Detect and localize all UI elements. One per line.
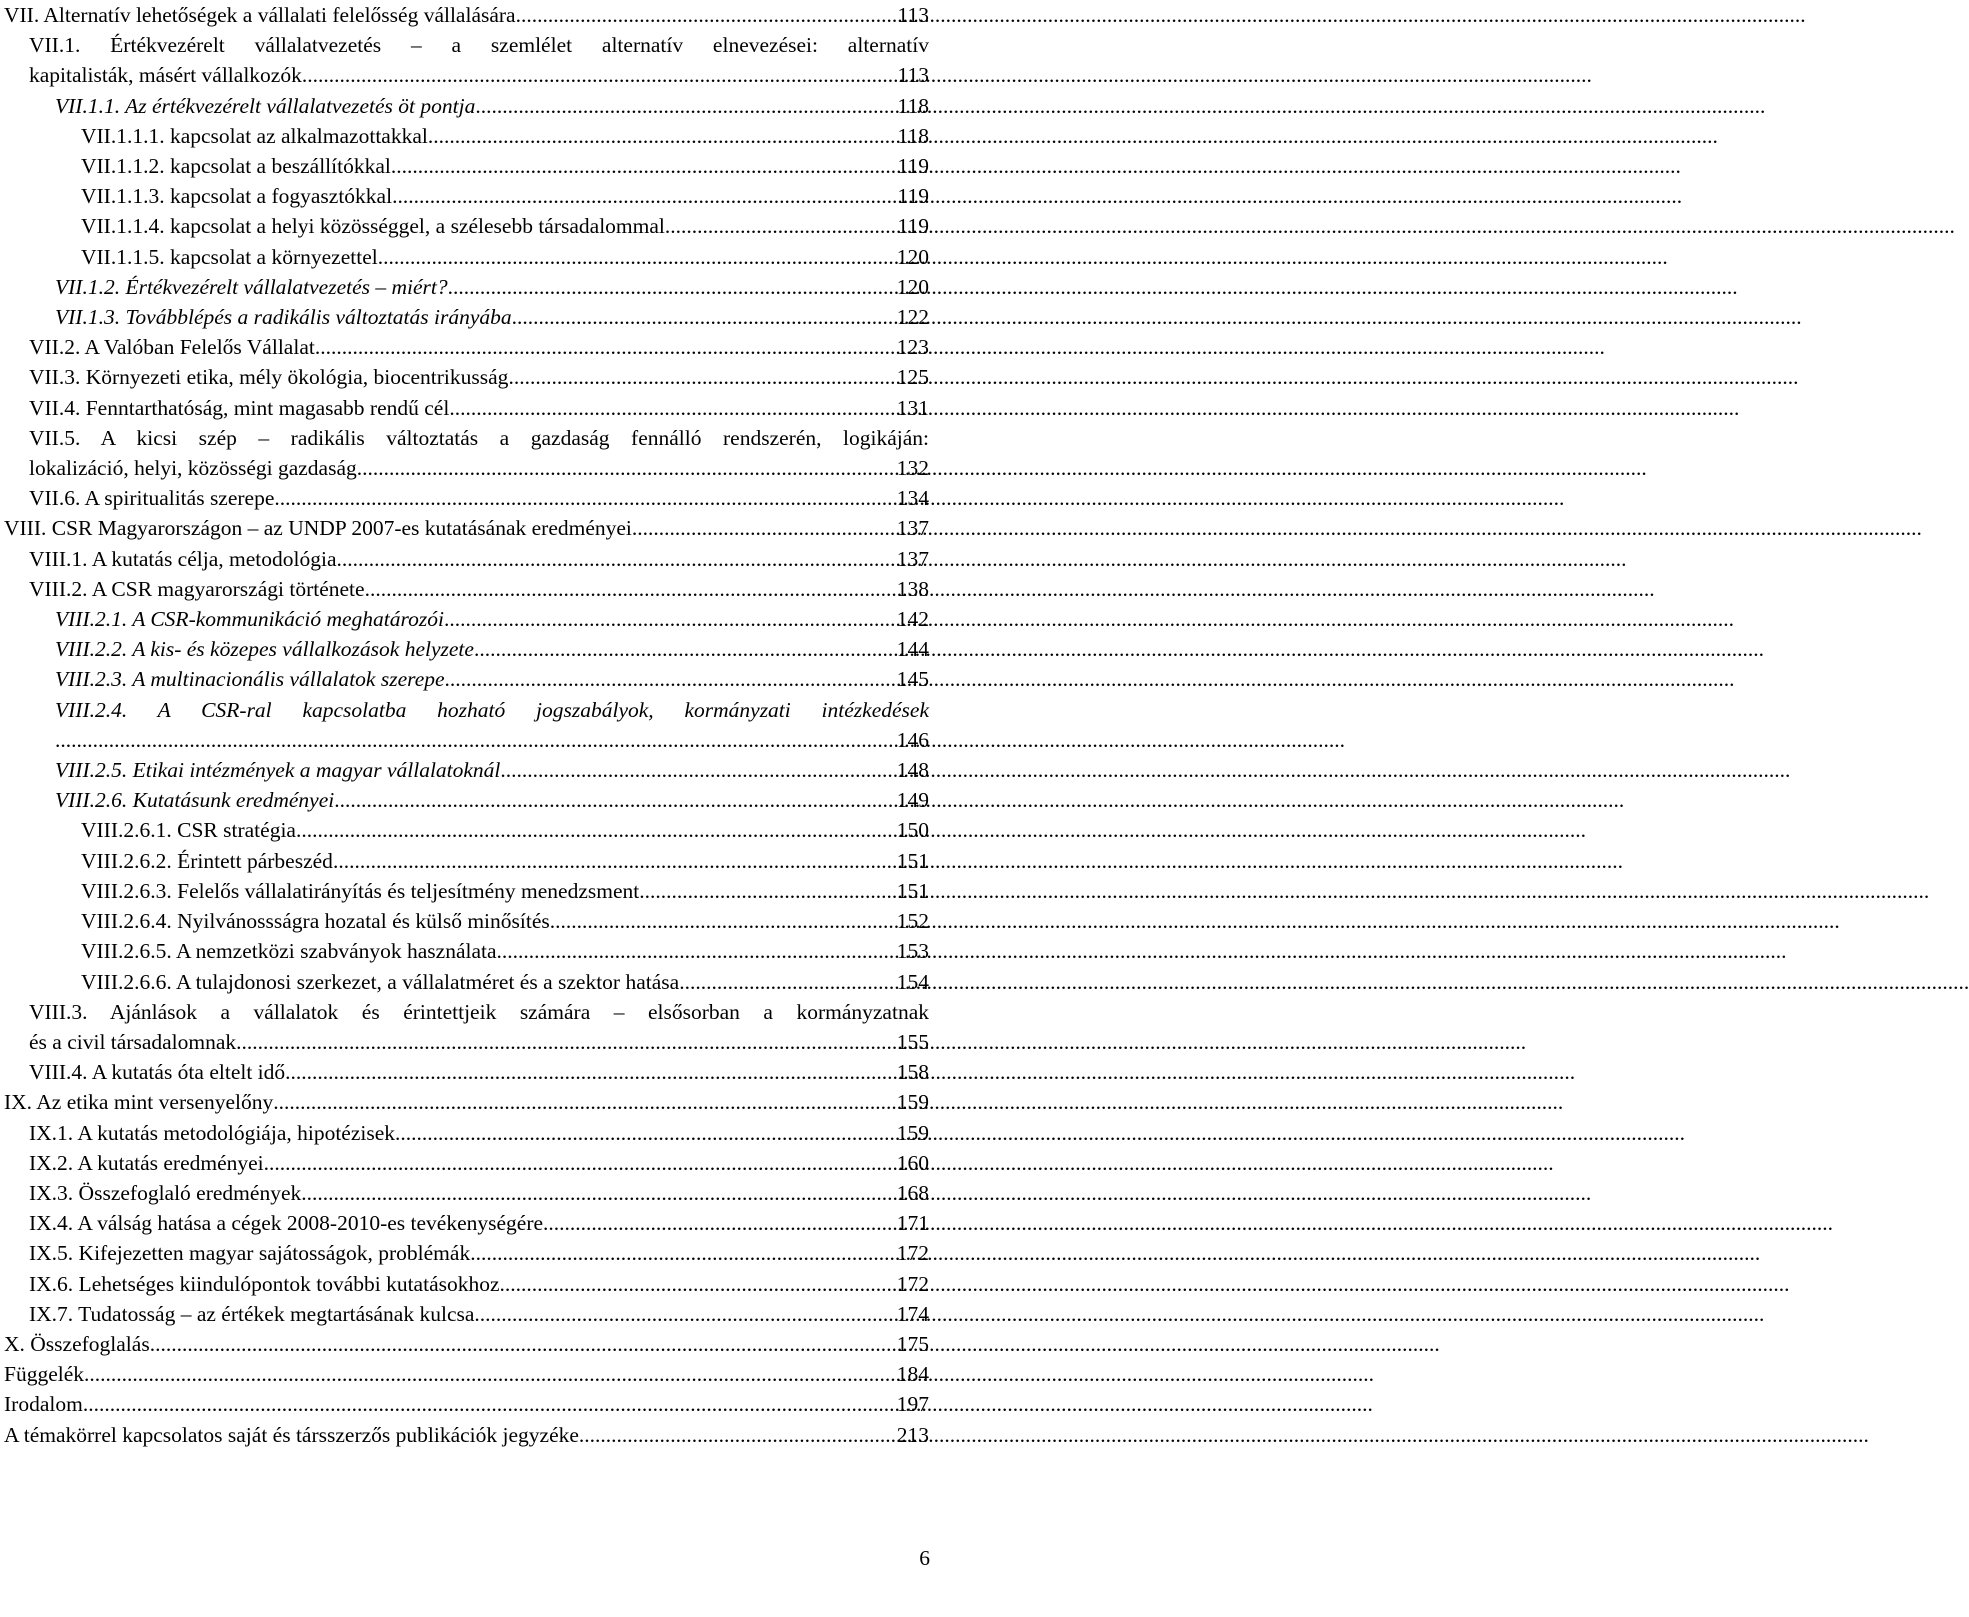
toc-entry-title: VIII.2.6.1. CSR stratégia xyxy=(81,818,296,843)
toc-entry-title: VIII.2.6.6. A tulajdonosi szerkezet, a vállalatméret és a szektor hatása xyxy=(81,969,680,994)
toc-entry-page: 175 xyxy=(896,1331,929,1356)
dot-leader xyxy=(236,1027,896,1057)
toc-entry-page: 152 xyxy=(896,909,929,934)
dot-leader xyxy=(333,846,896,876)
toc-entry-page: 213 xyxy=(896,1422,929,1447)
toc-entry[interactable] xyxy=(4,815,929,845)
toc-entry-title: IX.5. Kifejezetten magyar sajátosságok, problémák xyxy=(29,1241,471,1266)
dot-leader xyxy=(315,332,896,362)
toc-entry[interactable] xyxy=(4,1057,929,1087)
toc-entry[interactable] xyxy=(4,393,929,423)
toc-entry[interactable] xyxy=(4,0,929,30)
toc-entry-title: VIII.2. A CSR magyarországi története xyxy=(29,576,365,601)
toc-entry-page: 137 xyxy=(896,516,929,541)
dot-leader xyxy=(302,60,897,90)
toc-entry-title: VII.1.3. Továbblépés a radikális változtatás irányába xyxy=(55,305,512,330)
dot-leader xyxy=(679,967,896,997)
toc-entry-title: VIII.1. A kutatás célja, metodológia xyxy=(29,546,337,571)
toc-entry[interactable] xyxy=(4,544,929,574)
toc-entry-page: 160 xyxy=(896,1150,929,1175)
dot-leader xyxy=(273,1087,895,1117)
toc-entry[interactable] xyxy=(4,181,929,211)
toc-entry-title: VIII.2.6.4. Nyilvánossságra hozatal és külső minősítés xyxy=(81,909,550,934)
toc-entry-title-line1: VII.5. A kicsi szép – radikális változtatás a gazdaság fennálló rendszerén, logikáján: xyxy=(29,425,929,450)
table-of-contents xyxy=(4,0,929,1450)
toc-entry-page: 171 xyxy=(896,1211,929,1236)
toc-entry-page: 146 xyxy=(896,727,929,752)
toc-entry[interactable] xyxy=(4,1208,929,1238)
toc-entry-page: 119 xyxy=(897,184,929,209)
page-number: 6 xyxy=(919,1546,930,1570)
toc-entry-title: VII.1.1.2. kapcsolat a beszállítókkal xyxy=(81,154,391,179)
toc-entry[interactable] xyxy=(4,1118,929,1148)
toc-entry[interactable] xyxy=(4,1178,929,1208)
toc-entry[interactable] xyxy=(4,695,929,755)
toc-entry-page: 174 xyxy=(896,1301,929,1326)
dot-leader xyxy=(449,393,895,423)
toc-entry-title: és a civil társadalomnak xyxy=(29,1029,237,1054)
toc-entry-title: VII.4. Fenntarthatóság, mint magasabb rendű cél xyxy=(29,395,450,420)
toc-entry-page: 149 xyxy=(896,788,929,813)
toc-entry[interactable] xyxy=(4,302,929,332)
toc-entry-page: 134 xyxy=(896,486,929,511)
toc-entry[interactable] xyxy=(4,997,929,1057)
toc-entry[interactable] xyxy=(4,211,929,241)
toc-entry-page: 119 xyxy=(897,214,929,239)
toc-entry-page: 159 xyxy=(896,1120,929,1145)
toc-entry-page: 132 xyxy=(896,456,929,481)
dot-leader xyxy=(264,1148,896,1178)
toc-entry-page: 118 xyxy=(897,93,929,118)
toc-entry[interactable] xyxy=(4,785,929,815)
toc-entry-title: VII.1.2. Értékvezérelt vállalatvezetés – miért? xyxy=(55,274,448,299)
toc-entry-page: 150 xyxy=(896,818,929,843)
toc-entry[interactable] xyxy=(4,1389,929,1419)
toc-entry[interactable] xyxy=(4,604,929,634)
toc-entry-title: VII.3. Környezeti etika, mély ökológia, biocentrikusság xyxy=(29,365,509,390)
toc-entry-page: 197 xyxy=(896,1392,929,1417)
dot-leader xyxy=(665,211,897,241)
toc-entry-title: IX. Az etika mint versenyelőny xyxy=(4,1090,274,1115)
toc-entry-title-line1: VII.1. Értékvezérelt vállalatvezetés – a szemlélet alternatív elnevezései: alternatív xyxy=(29,33,929,58)
toc-entry-page: 184 xyxy=(896,1362,929,1387)
toc-entry[interactable] xyxy=(4,1359,929,1389)
toc-entry[interactable] xyxy=(4,755,929,785)
toc-entry-page: 113 xyxy=(897,63,929,88)
toc-entry[interactable] xyxy=(4,1329,929,1359)
dot-leader xyxy=(84,1359,896,1389)
dot-leader xyxy=(392,181,896,211)
toc-entry-title: VII.1.1.5. kapcsolat a környezettel xyxy=(81,244,378,269)
dot-leader xyxy=(445,664,896,694)
toc-entry-title: VIII.2.6.5. A nemzetközi szabványok használata xyxy=(81,939,497,964)
toc-entry[interactable] xyxy=(4,362,929,392)
toc-entry[interactable] xyxy=(4,1238,929,1268)
toc-entry-page: 119 xyxy=(897,154,929,179)
dot-leader xyxy=(639,876,896,906)
dot-leader xyxy=(428,121,897,151)
toc-entry-page: 159 xyxy=(896,1090,929,1115)
toc-entry-title: VII.1.1.3. kapcsolat a fogyasztókkal xyxy=(81,184,393,209)
dot-leader xyxy=(150,1329,896,1359)
toc-entry[interactable] xyxy=(4,513,929,543)
dot-leader xyxy=(448,272,896,302)
toc-entry[interactable] xyxy=(4,1148,929,1178)
dot-leader xyxy=(395,1118,896,1148)
toc-entry[interactable] xyxy=(4,332,929,362)
toc-entry-title: lokalizáció, helyi, közösségi gazdaság xyxy=(29,456,357,481)
toc-entry[interactable] xyxy=(4,936,929,966)
toc-entry-title: VII.1.1.1. kapcsolat az alkalmazottakkal xyxy=(81,123,428,148)
toc-entry[interactable] xyxy=(4,906,929,936)
dot-leader xyxy=(337,544,896,574)
dot-leader xyxy=(470,1238,896,1268)
toc-entry-page: 155 xyxy=(896,1029,929,1054)
toc-entry-page: 154 xyxy=(896,969,929,994)
toc-entry-page: 123 xyxy=(896,335,929,360)
dot-leader xyxy=(274,483,895,513)
toc-entry-page: 153 xyxy=(896,939,929,964)
toc-entry[interactable] xyxy=(4,1299,929,1329)
dot-leader xyxy=(632,513,896,543)
dot-leader xyxy=(497,936,896,966)
toc-entry-title: VIII.2.3. A multinacionális vállalatok szerepe xyxy=(55,667,445,692)
toc-entry[interactable] xyxy=(4,846,929,876)
toc-entry-title: VIII.2.6.2. Érintett párbeszéd xyxy=(81,848,333,873)
toc-entry[interactable] xyxy=(4,121,929,151)
toc-entry[interactable] xyxy=(4,483,929,513)
toc-entry-page: 151 xyxy=(896,878,929,903)
toc-entry-title: VII.6. A spiritualitás szerepe xyxy=(29,486,275,511)
toc-entry-page: 168 xyxy=(896,1180,929,1205)
dot-leader xyxy=(378,242,896,272)
dot-leader xyxy=(285,1057,896,1087)
toc-entry-title: IX.2. A kutatás eredményei xyxy=(29,1150,264,1175)
toc-entry[interactable] xyxy=(4,1087,929,1117)
toc-entry-page: 145 xyxy=(896,667,929,692)
toc-entry-page: 137 xyxy=(896,546,929,571)
toc-entry-title: VIII.4. A kutatás óta eltelt idő xyxy=(29,1060,286,1085)
dot-leader xyxy=(550,906,896,936)
toc-entry[interactable] xyxy=(4,664,929,694)
dot-leader xyxy=(296,815,896,845)
dot-leader xyxy=(365,574,896,604)
toc-entry[interactable] xyxy=(4,242,929,272)
toc-entry-page: 138 xyxy=(896,576,929,601)
dot-leader xyxy=(357,453,896,483)
toc-entry-page: 172 xyxy=(896,1241,929,1266)
toc-entry-title: VIII.2.1. A CSR-kommunikáció meghatározói xyxy=(55,607,444,632)
dot-leader xyxy=(543,1208,896,1238)
toc-entry-page: 120 xyxy=(896,274,929,299)
toc-entry-page: 158 xyxy=(896,1060,929,1085)
toc-entry-page: 148 xyxy=(896,758,929,783)
dot-leader xyxy=(301,1178,896,1208)
toc-entry[interactable] xyxy=(4,634,929,664)
dot-leader xyxy=(55,725,896,755)
toc-entry-page: 125 xyxy=(896,365,929,390)
dot-leader xyxy=(474,634,896,664)
dot-leader xyxy=(508,362,895,392)
toc-entry-page: 113 xyxy=(897,3,929,27)
toc-entry-title: VIII.2.5. Etikai intézmények a magyar vállalatoknál xyxy=(55,758,501,783)
toc-entry-title: Függelék xyxy=(4,1362,85,1387)
dot-leader xyxy=(444,604,896,634)
toc-entry[interactable] xyxy=(4,272,929,302)
toc-entry[interactable] xyxy=(4,876,929,906)
dot-leader xyxy=(334,785,896,815)
toc-entry-title: VIII.2.2. A kis- és közepes vállalkozások helyzete xyxy=(55,637,474,662)
toc-entry[interactable] xyxy=(4,1420,929,1450)
toc-entry-title: VIII.2.6.3. Felelős vállalatirányítás és teljesítmény menedzsment xyxy=(81,878,640,903)
toc-entry-title: kapitalisták, másért vállalkozók xyxy=(29,63,302,88)
dot-leader xyxy=(500,1269,896,1299)
toc-entry-title: IX.7. Tudatosság – az értékek megtartásának kulcsa xyxy=(29,1301,475,1326)
toc-entry-page: 120 xyxy=(896,244,929,269)
toc-entry-title: VII.1.1.4. kapcsolat a helyi közösséggel, a szélesebb társadalommal xyxy=(81,214,665,239)
dot-leader xyxy=(579,1420,896,1450)
toc-entry-page: 142 xyxy=(896,607,929,632)
toc-entry-title: IX.1. A kutatás metodológiája, hipotézisek xyxy=(29,1120,396,1145)
toc-entry-title: IX.4. A válság hatása a cégek 2008-2010-es tevékenységére xyxy=(29,1211,544,1236)
toc-entry-title: Irodalom xyxy=(4,1392,83,1417)
toc-entry[interactable] xyxy=(4,151,929,181)
toc-entry-title-line1: VIII.3. Ajánlások a vállalatok és érintettjeik számára – elsősorban a kormányzatnak xyxy=(29,999,929,1024)
toc-entry-page: 144 xyxy=(896,637,929,662)
toc-entry-page: 131 xyxy=(896,395,929,420)
toc-entry[interactable] xyxy=(4,1269,929,1299)
toc-entry-title: A témakörrel kapcsolatos saját és társszerzős publikációk jegyzéke xyxy=(4,1422,579,1447)
toc-entry[interactable] xyxy=(4,91,929,121)
toc-entry-title: VII. Alternatív lehetőségek a vállalati felelősség vállalására xyxy=(4,3,516,27)
dot-leader xyxy=(391,151,897,181)
toc-entry-title: X. Összefoglalás xyxy=(4,1331,150,1356)
dot-leader xyxy=(512,302,896,332)
toc-entry-title: VIII. CSR Magyarországon – az UNDP 2007-es kutatásának eredményei xyxy=(4,516,632,541)
toc-entry-page: 122 xyxy=(896,305,929,330)
toc-entry-page: 118 xyxy=(897,123,929,148)
dot-leader xyxy=(500,755,895,785)
toc-entry-title: VIII.2.6. Kutatásunk eredményei xyxy=(55,788,335,813)
dot-leader xyxy=(83,1389,896,1419)
toc-entry[interactable] xyxy=(4,30,929,90)
toc-entry-page: 172 xyxy=(896,1271,929,1296)
toc-entry[interactable] xyxy=(4,423,929,483)
toc-entry[interactable] xyxy=(4,967,929,997)
toc-entry-title: IX.3. Összefoglaló eredmények xyxy=(29,1180,302,1205)
toc-entry[interactable] xyxy=(4,574,929,604)
toc-entry-page: 151 xyxy=(896,848,929,873)
dot-leader xyxy=(474,1299,895,1329)
toc-entry-title: VII.2. A Valóban Felelős Vállalat xyxy=(29,335,315,360)
toc-entry-title-line1: VIII.2.4. A CSR-ral kapcsolatba hozható jogszabályok, kormányzati intézkedések xyxy=(55,697,929,722)
toc-entry-title: IX.6. Lehetséges kiindulópontok további kutatásokhoz xyxy=(29,1271,500,1296)
toc-entry-title: VII.1.1. Az értékvezérelt vállalatvezetés öt pontja xyxy=(55,93,476,118)
dot-leader xyxy=(475,91,896,121)
dot-leader xyxy=(516,0,897,30)
